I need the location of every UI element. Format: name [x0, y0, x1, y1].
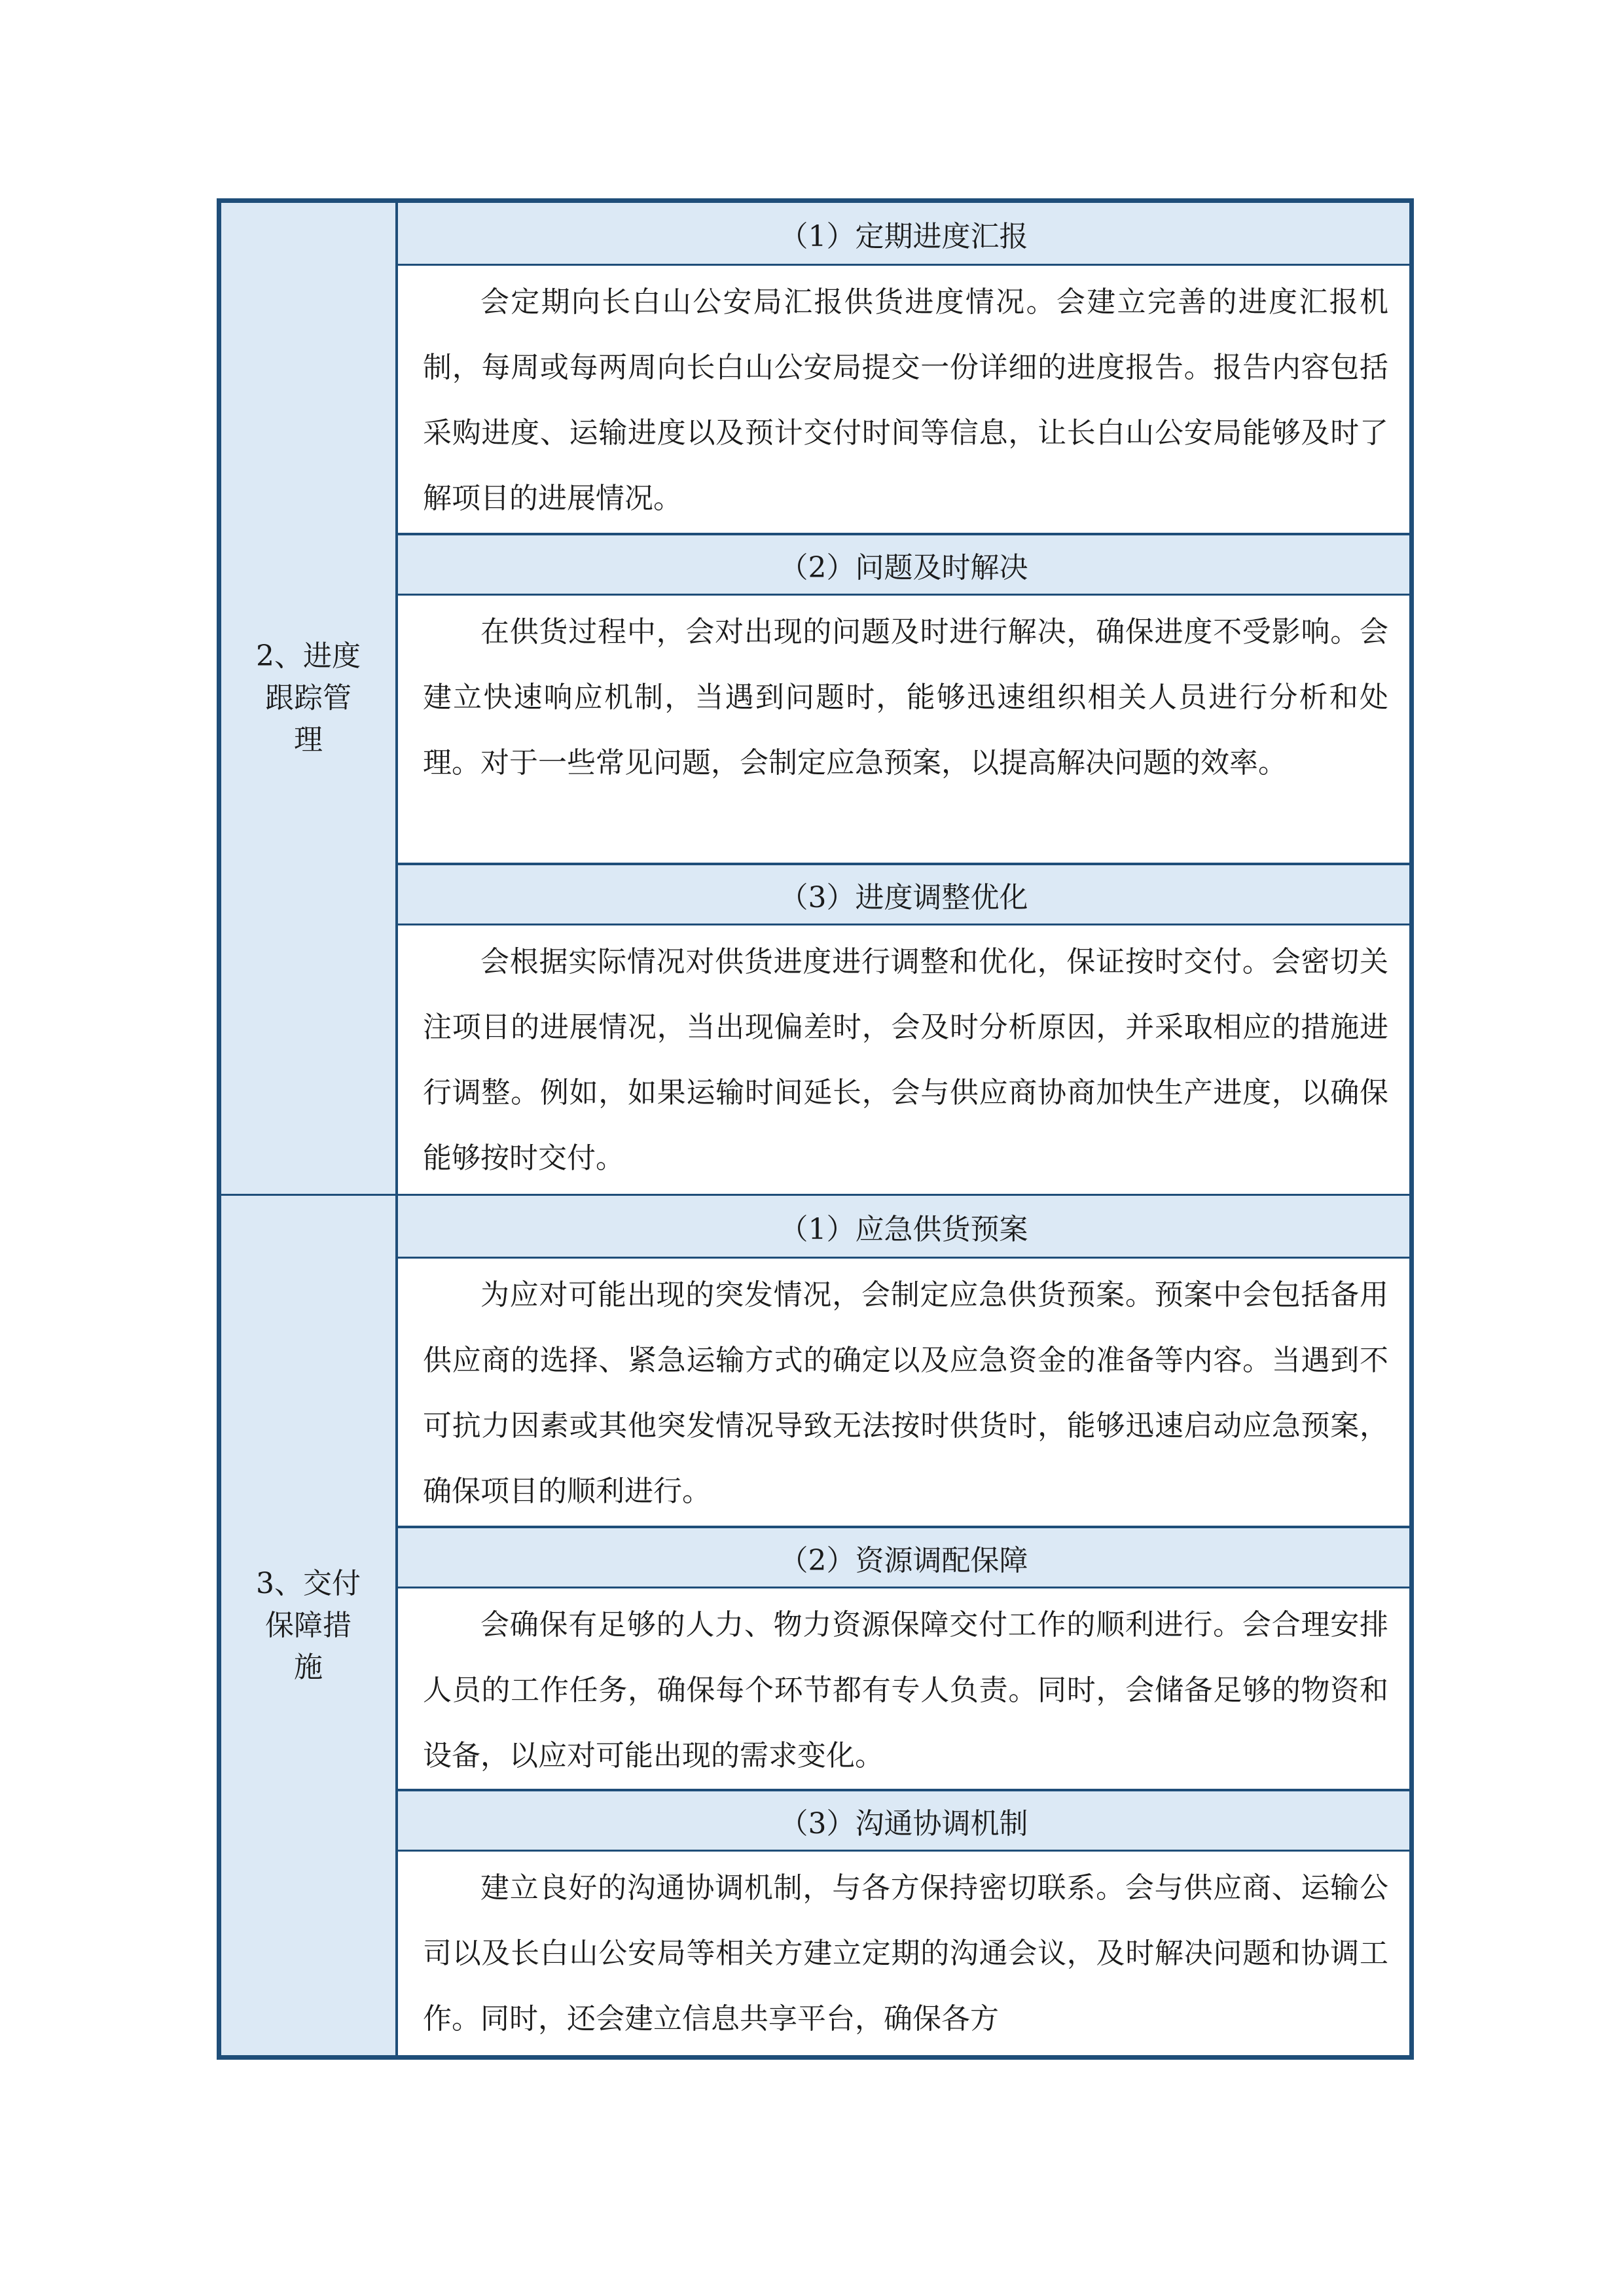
section-label: [221, 1196, 398, 2055]
paragraph: 建立良好的沟通协调机制，与各方保持密切联系。会与供应商、运输公司以及长白山公安局等相关方建立定期的沟通会议，及时解决问题和协调工作。同时，还会建立信息共享平台，确保各方: [423, 1871, 1388, 2036]
subheading: （1）应急供货预案: [398, 1196, 1409, 1259]
section-label-text: 3、交付保障措施: [256, 1566, 361, 1684]
paragraph: 在供货过程中，会对出现的问题及时进行解决，确保进度不受影响。会建立快速响应机制，当遇到问题时，能够迅速组织相关人员进行分析和处理。对于一些常见问题，会制定应急预案，以提高解决问题的效率。: [423, 615, 1388, 780]
subheading: （3）进度调整优化: [398, 863, 1409, 925]
paragraph: 为应对可能出现的突发情况，会制定应急供货预案。预案中会包括备用供应商的选择、紧急运输方式的确定以及应急资金的准备等内容。当遇到不可抗力因素或其他突发情况导致无法按时供货时，能够迅速启动应急预案，确保项目的顺利进行。: [423, 1278, 1388, 1508]
subheading: （2）资源调配保障: [398, 1526, 1409, 1588]
paragraph: 会根据实际情况对供货进度进行调整和优化，保证按时交付。会密切关注项目的进展情况，当出现偏差时，会及时分析原因，并采取相应的措施进行调整。例如，如果运输时间延长，会与供应商协商加快生产进度，以确保能够按时交付。: [423, 945, 1388, 1175]
section-delivery-assurance: [221, 1194, 1409, 2055]
section-progress-tracking: [221, 203, 1409, 1194]
document-table: [217, 198, 1414, 2060]
subheading: （2）问题及时解决: [398, 533, 1409, 596]
section-label-text: 2、进度跟踪管理: [256, 639, 361, 757]
subheading: （3）沟通协调机制: [398, 1789, 1409, 1852]
paragraph: 会确保有足够的人力、物力资源保障交付工作的顺利进行。会合理安排人员的工作任务，确保每个环节都有专人负责。同时，会储备足够的物资和设备，以应对可能出现的需求变化。: [423, 1608, 1388, 1772]
paragraph: 会定期向长白山公安局汇报供货进度情况。会建立完善的进度汇报机制，每周或每两周向长白山公安局提交一份详细的进度报告。报告内容包括采购进度、运输进度以及预计交付时间等信息，让长白山公安局能够及时了解项目的进展情况。: [423, 285, 1388, 515]
section-body: [398, 203, 1409, 1194]
subheading: （1）定期进度汇报: [398, 203, 1409, 266]
section-label: [221, 203, 398, 1194]
section-body: [398, 1196, 1409, 2055]
